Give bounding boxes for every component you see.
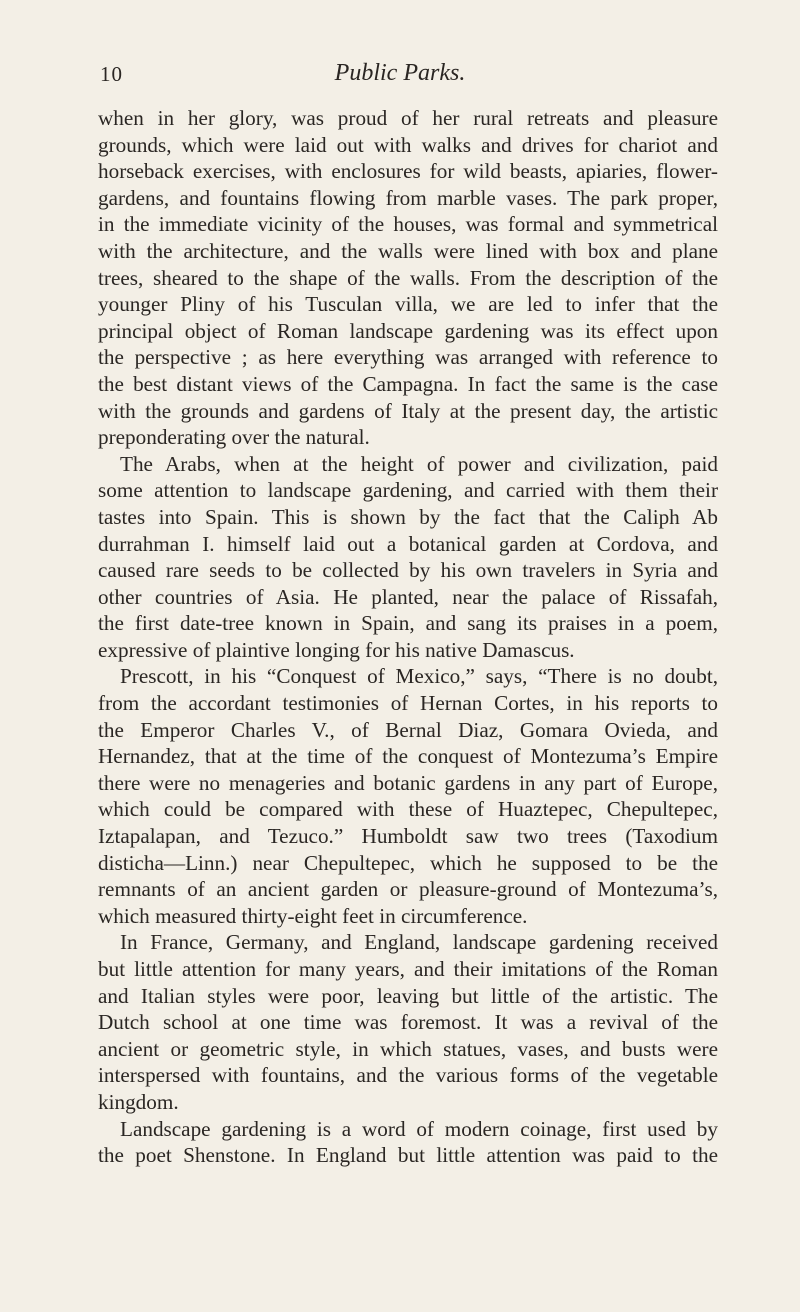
text-line: ancient or geometric style, in which statues, vases, and busts were xyxy=(98,1036,718,1061)
text-line: Hernandez, that at the time of the conquest of Montezuma’s Empire xyxy=(98,744,718,769)
text-line: with the architecture, and the walls were lined with box and plane xyxy=(98,238,718,263)
paragraph xyxy=(98,663,718,929)
body-text xyxy=(98,105,718,1169)
text-line: interspersed with fountains, and the various forms of the vegetable xyxy=(98,1063,718,1088)
text-line: Iztapalapan, and Tezuco.” Humboldt saw two trees (Taxodium xyxy=(98,824,718,849)
text-line: In France, Germany, and England, landscape gardening received xyxy=(120,930,718,955)
text-line: grounds, which were laid out with walks and drives for chariot and xyxy=(98,132,718,157)
text-line: other countries of Asia. He planted, near the palace of Rissafah, xyxy=(98,584,718,609)
text-line: which measured thirty-eight feet in circumference. xyxy=(98,903,528,928)
text-line: horseback exercises, with enclosures for wild beasts, apiaries, flower- xyxy=(98,159,718,184)
text-line: disticha—Linn.) near Chepultepec, which he supposed to be the xyxy=(98,850,718,875)
text-line: the Emperor Charles V., of Bernal Diaz, Gomara Ovieda, and xyxy=(98,717,718,742)
text-line: caused rare seeds to be collected by his own travelers in Syria and xyxy=(98,558,718,583)
text-line: which could be compared with these of Huaztepec, Chepultepec, xyxy=(98,797,718,822)
text-line: the perspective ; as here everything was arranged with reference to xyxy=(98,345,718,370)
text-line: Landscape gardening is a word of modern coinage, first used by xyxy=(120,1116,718,1141)
paragraph xyxy=(98,451,718,664)
running-head: Public Parks. xyxy=(334,60,466,86)
text-line: the best distant views of the Campagna. In fact the same is the case xyxy=(98,371,718,396)
paragraph xyxy=(98,929,718,1115)
text-line: kingdom. xyxy=(98,1089,179,1114)
text-line: but little attention for many years, and their imitations of the Roman xyxy=(98,957,718,981)
text-line: principal object of Roman landscape gardening was its effect upon xyxy=(98,318,718,343)
text-line: The Arabs, when at the height of power and civilization, paid xyxy=(120,451,718,476)
text-line: trees, sheared to the shape of the walls. From the description of the xyxy=(98,265,718,290)
paragraph xyxy=(98,105,718,451)
text-line: when in her glory, was proud of her rural retreats and pleasure xyxy=(98,106,718,130)
text-line: younger Pliny of his Tusculan villa, we are led to infer that the xyxy=(98,292,718,317)
text-line: expressive of plaintive longing for his native Damascus. xyxy=(98,637,575,662)
text-line: durrahman I. himself laid out a botanical garden at Cordova, and xyxy=(98,531,718,556)
text-line: the poet Shenstone. In England but little attention was paid to the xyxy=(98,1143,718,1168)
text-line: from the accordant testimonies of Hernan Cortes, in his reports to xyxy=(98,691,718,716)
text-line: remnants of an ancient garden or pleasure-ground of Montezuma’s, xyxy=(98,877,718,902)
text-line: there were no menageries and botanic gardens in any part of Europe, xyxy=(98,770,718,795)
text-line: in the immediate vicinity of the houses, was formal and symmetrical xyxy=(98,212,718,237)
text-line: tastes into Spain. This is shown by the fact that the Caliph Ab xyxy=(98,504,718,529)
text-line: preponderating over the natural. xyxy=(98,425,370,450)
text-line: Dutch school at one time was foremost. It was a revival of the xyxy=(98,1010,718,1035)
text-line: the first date-tree known in Spain, and sang its praises in a poem, xyxy=(98,611,718,636)
text-line: some attention to landscape gardening, and carried with them their xyxy=(98,478,718,503)
text-line: and Italian styles were poor, leaving but little of the artistic. The xyxy=(98,983,718,1008)
paragraph xyxy=(98,1116,718,1169)
text-line: Prescott, in his “Conquest of Mexico,” says, “There is no doubt, xyxy=(120,664,718,689)
text-line: gardens, and fountains flowing from marble vases. The park proper, xyxy=(98,185,718,210)
page-number: 10 xyxy=(100,62,123,86)
text-line: with the grounds and gardens of Italy at the present day, the artistic xyxy=(98,398,718,423)
